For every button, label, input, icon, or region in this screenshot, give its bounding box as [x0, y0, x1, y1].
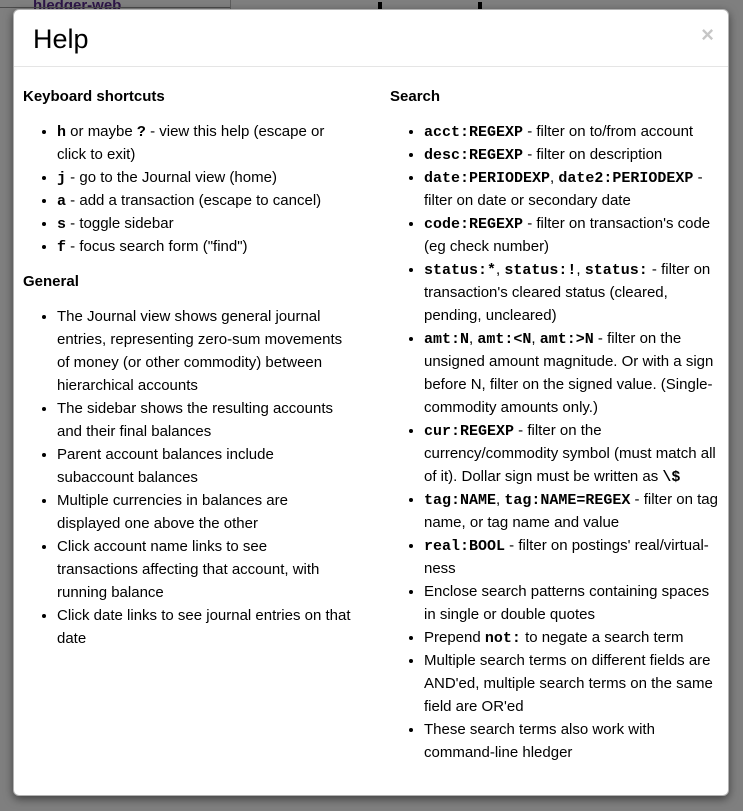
section-heading-keyboard-shortcuts: Keyboard shortcuts — [23, 88, 165, 105]
help-list-item — [57, 189, 352, 212]
item-text: - filter on the currency/commodity symbol (must match all of it). Dollar sign must be written as — [424, 422, 716, 485]
item-text: - filter on description — [523, 146, 663, 163]
item-text: - go to the Journal view (home) — [66, 169, 277, 186]
code-term: a — [57, 193, 67, 210]
help-list-item — [57, 535, 352, 604]
help-list-item — [424, 580, 721, 626]
item-text: - view this help (escape or click to exit) — [57, 123, 325, 163]
code-term: status:! — [504, 262, 577, 279]
item-text: Click account name links to see transactions affecting that account, with running balance — [57, 538, 320, 601]
code-term: cur:REGEXP — [424, 423, 515, 440]
help-modal-body — [14, 67, 728, 777]
code-term: acct:REGEXP — [424, 124, 524, 141]
item-text: , — [496, 491, 505, 508]
help-list-item — [424, 120, 721, 143]
help-column-right — [378, 86, 728, 777]
code-term: tag:NAME=REGEX — [504, 492, 631, 509]
code-term: desc:REGEXP — [424, 147, 524, 164]
item-text: - filter on to/from account — [523, 123, 694, 140]
help-list-item — [424, 534, 721, 580]
code-term: amt:>N — [539, 331, 594, 348]
code-term: amt:<N — [477, 331, 532, 348]
item-text: - filter on transaction's cleared status (cleared, pending, uncleared) — [424, 261, 711, 324]
item-text: - filter on the unsigned amount magnitude. Or with a sign before N, filter on the signed value. (Single-commodity amounts only.) — [424, 330, 714, 416]
item-text: Multiple search terms on different fields are AND'ed, multiple search terms on the same field are OR'ed — [424, 652, 713, 715]
item-text: - filter on transaction's code (eg check number) — [424, 215, 711, 255]
code-term: status: — [584, 262, 648, 279]
item-text: These search terms also work with command-line hledger — [424, 721, 655, 761]
item-text: , — [576, 261, 585, 278]
item-text: , — [531, 330, 540, 347]
item-text: - filter on postings' real/virtual-ness — [424, 537, 709, 577]
code-term: date:PERIODEXP — [424, 170, 551, 187]
item-text: - filter on date or secondary date — [424, 169, 703, 209]
code-term: f — [57, 239, 67, 256]
code-term: real:BOOL — [424, 538, 506, 555]
help-list-item — [424, 258, 721, 327]
item-text: or maybe — [66, 123, 137, 140]
help-modal — [13, 9, 729, 796]
item-text: , — [550, 169, 559, 186]
help-list-item — [57, 489, 352, 535]
help-list-item — [57, 305, 352, 397]
item-text: - add a transaction (escape to cancel) — [66, 192, 322, 209]
item-text: , — [469, 330, 478, 347]
item-text: Parent account balances include subaccount balances — [57, 446, 274, 486]
help-list-item — [424, 649, 721, 718]
code-term: tag:NAME — [424, 492, 497, 509]
help-list-item — [424, 626, 721, 649]
help-modal-header — [14, 10, 728, 67]
help-column-left — [23, 86, 378, 777]
item-text: Enclose search patterns containing spaces in single or double quotes — [424, 583, 710, 623]
help-list-item — [57, 166, 352, 189]
help-list-item — [424, 488, 721, 534]
help-list-item — [424, 212, 721, 258]
search-list — [390, 120, 721, 764]
code-term: amt:N — [424, 331, 470, 348]
help-list-item — [424, 166, 721, 212]
help-list-item — [57, 443, 352, 489]
item-text: - focus search form ("find") — [66, 238, 248, 255]
help-list-item — [424, 327, 721, 419]
code-term: h — [57, 124, 67, 141]
code-term: \$ — [662, 469, 681, 486]
help-list-item — [424, 419, 721, 488]
item-text: , — [496, 261, 505, 278]
code-term: not: — [484, 630, 521, 647]
code-term: date2:PERIODEXP — [558, 170, 694, 187]
item-text: Multiple currencies in balances are displayed one above the other — [57, 492, 288, 532]
item-text: Prepend — [424, 629, 485, 646]
help-list-item — [57, 397, 352, 443]
help-list-item — [57, 212, 352, 235]
help-list-item — [57, 604, 352, 650]
section-heading-general: General — [23, 273, 79, 290]
code-term: code:REGEXP — [424, 216, 524, 233]
item-text: Click date links to see journal entries on that date — [57, 607, 351, 647]
code-term: status:* — [424, 262, 497, 279]
section-heading-search: Search — [390, 88, 441, 105]
item-text: - toggle sidebar — [66, 215, 174, 232]
help-list-item — [424, 143, 721, 166]
item-text: The Journal view shows general journal entries, representing zero-sum movements of money (or other commodity) between hierarchical accounts — [57, 308, 343, 394]
help-list-item — [57, 235, 352, 258]
close-icon[interactable]: × — [701, 22, 714, 47]
general-list — [23, 305, 352, 650]
code-term: s — [57, 216, 67, 233]
help-list-item — [57, 120, 352, 166]
item-text: The sidebar shows the resulting accounts and their final balances — [57, 400, 333, 440]
code-term: j — [57, 170, 67, 187]
item-text: to negate a search term — [520, 629, 684, 646]
item-text: - filter on tag name, or tag name and value — [424, 491, 718, 531]
code-term: ? — [136, 124, 146, 141]
help-list-item — [424, 718, 721, 764]
keyboard-shortcuts-list — [23, 120, 352, 258]
help-modal-title: Help — [33, 24, 89, 54]
